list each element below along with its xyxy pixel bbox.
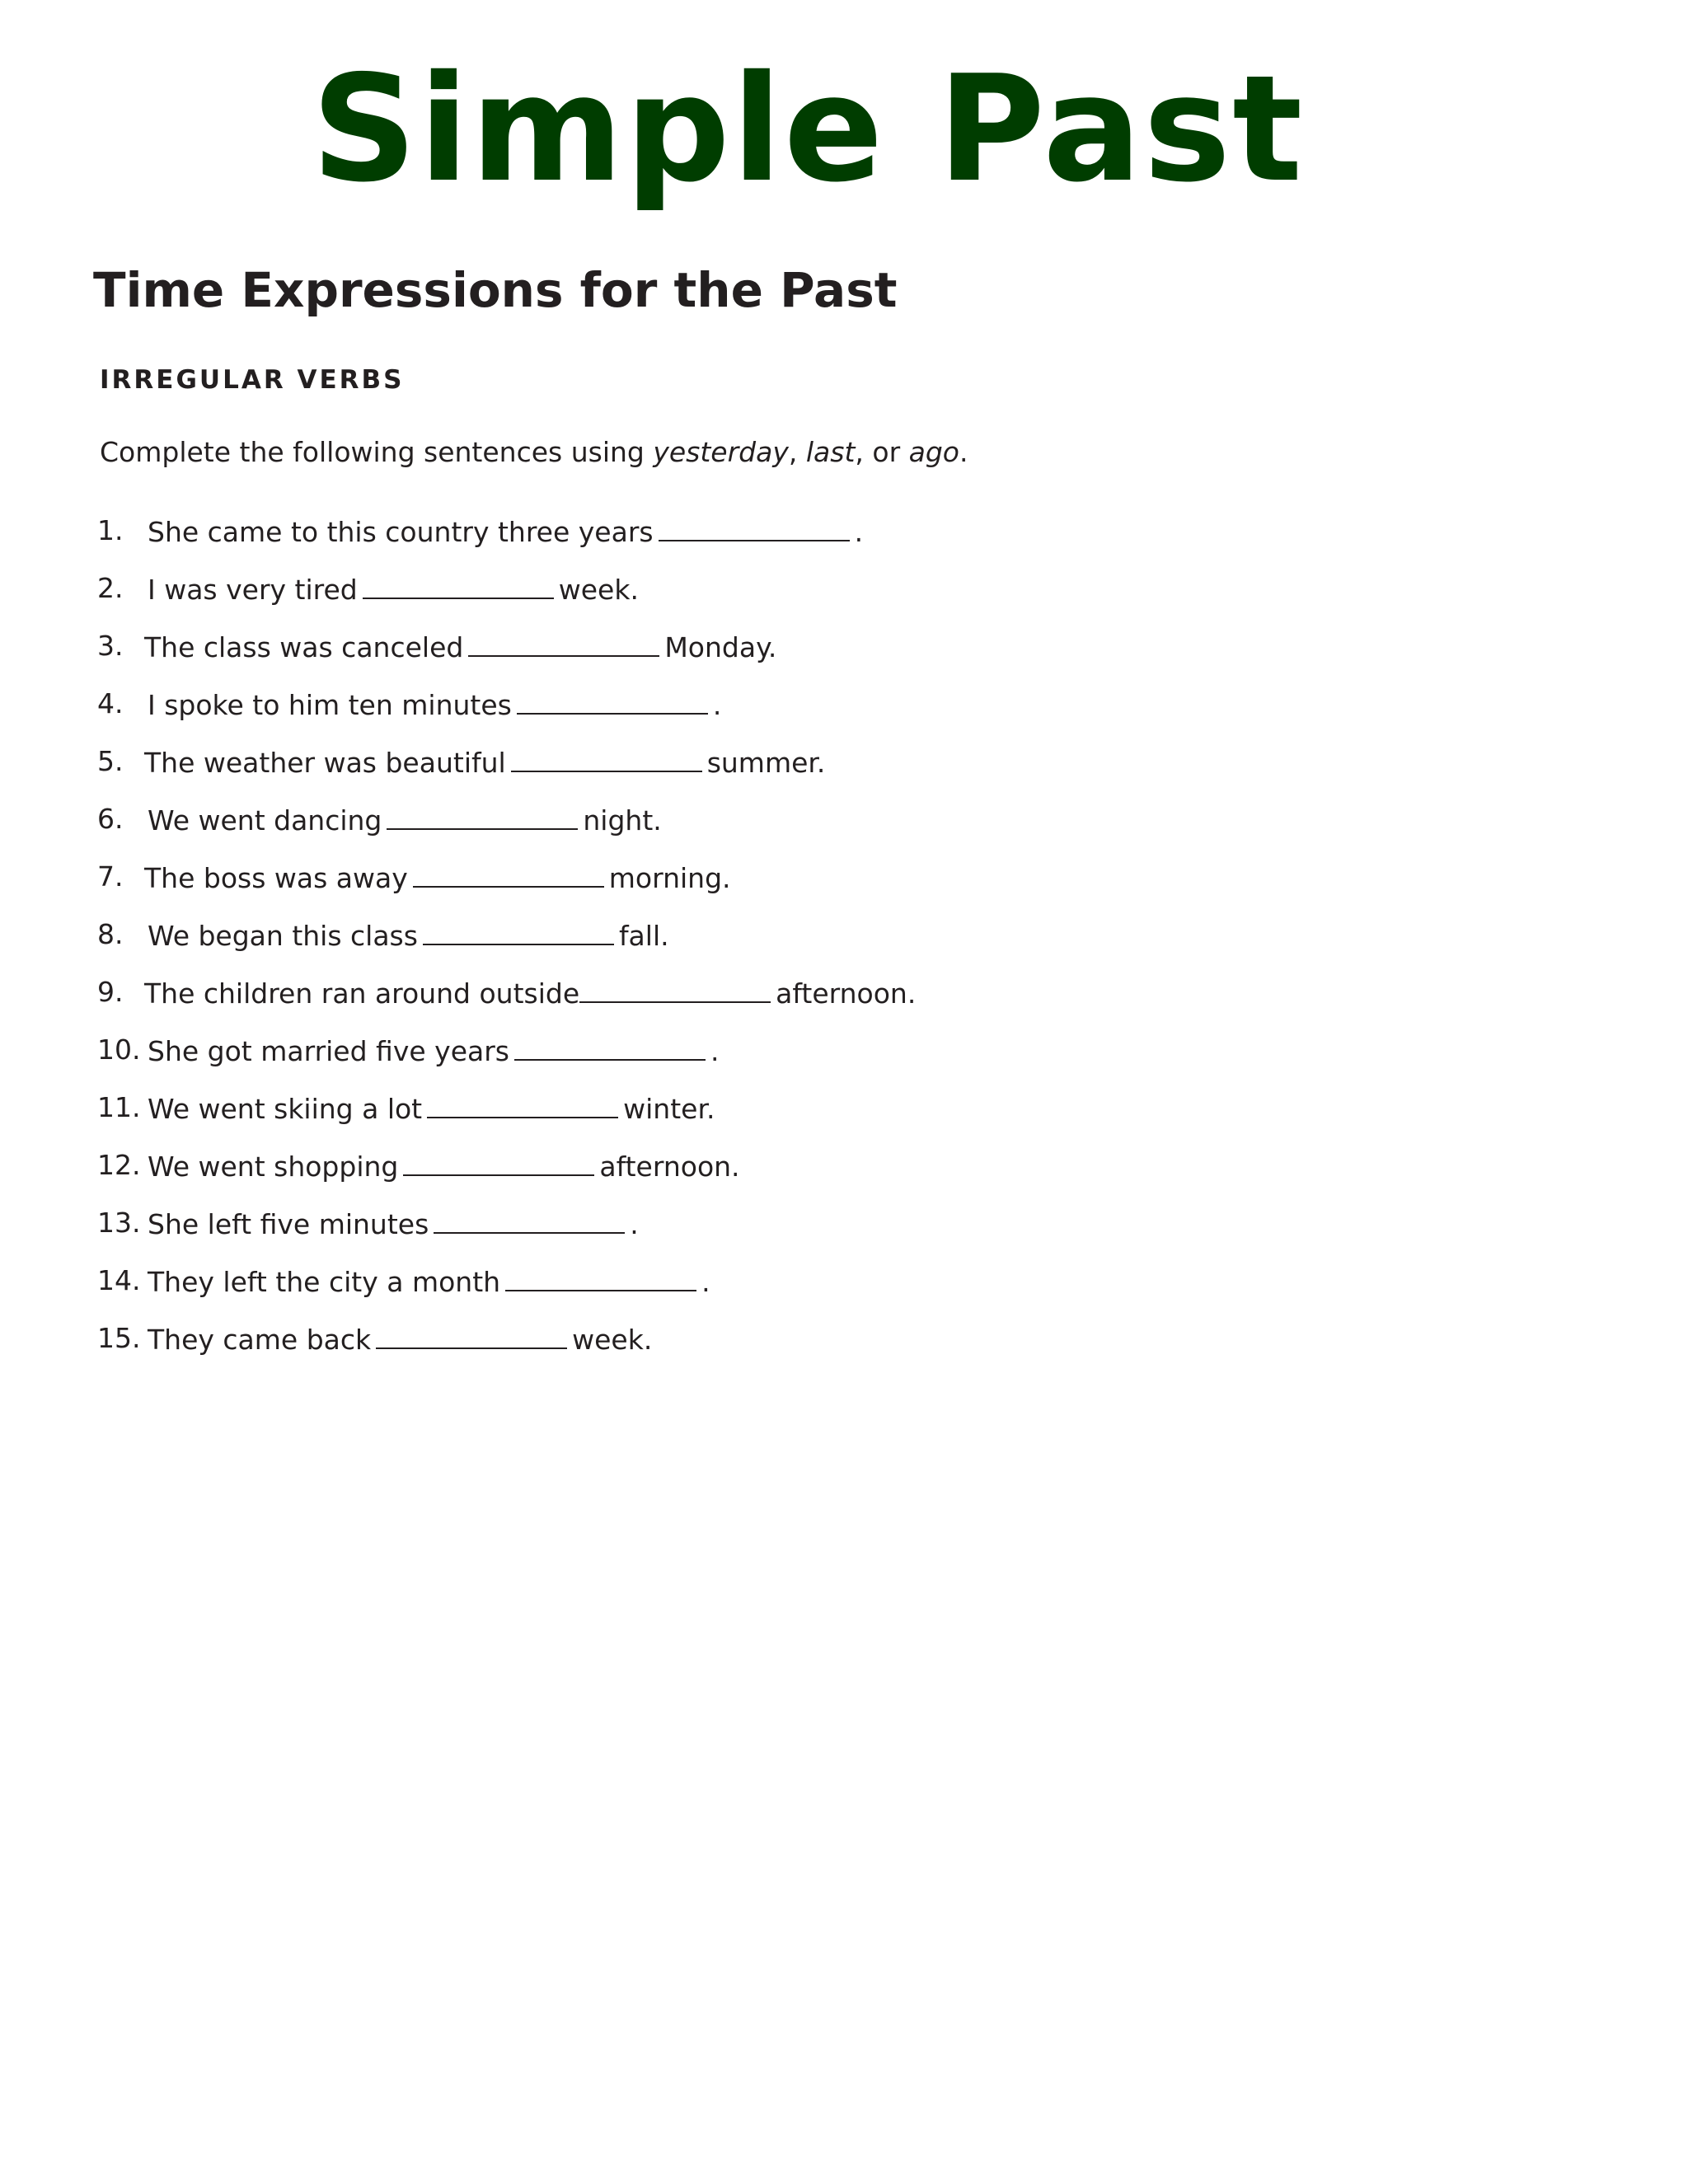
sentence-before: We went shopping: [148, 1151, 399, 1183]
item-number: 4.: [97, 687, 124, 719]
sentence-before: She got married five years: [148, 1035, 509, 1067]
item-sentence: [148, 1264, 710, 1299]
item-sentence: [148, 687, 721, 722]
item-number: 9.: [97, 976, 124, 1008]
answer-blank[interactable]: [505, 1264, 696, 1291]
sentence-before: They left the city a month: [148, 1266, 501, 1298]
answer-blank[interactable]: [423, 918, 614, 945]
item-sentence: [144, 976, 916, 1010]
item-number: 3.: [97, 630, 124, 662]
sentence-before: We went dancing: [148, 804, 382, 837]
item-number: 11.: [97, 1091, 141, 1123]
sentence-before: We went skiing a lot: [148, 1093, 423, 1125]
answer-blank[interactable]: [579, 976, 771, 1003]
item-number: 15.: [97, 1322, 141, 1354]
instructions-prefix: Complete the following sentences using: [100, 436, 654, 468]
sentence-after: .: [701, 1266, 710, 1298]
sentence-after: week.: [572, 1324, 653, 1356]
instructions-suffix: .: [959, 436, 968, 468]
answer-blank[interactable]: [413, 860, 604, 888]
sentence-before: She came to this country three years: [148, 516, 654, 548]
instructions-separator: , or: [855, 436, 909, 468]
sentence-after: week.: [558, 574, 639, 606]
item-sentence: [144, 745, 825, 780]
item-sentence: [148, 803, 662, 837]
instructions-word-last: last: [805, 436, 856, 468]
item-number: 13.: [97, 1207, 141, 1239]
sentence-after: summer.: [706, 747, 826, 779]
sentence-before: The weather was beautiful: [144, 747, 506, 779]
item-sentence: [144, 860, 731, 895]
sentence-before: She left five minutes: [148, 1208, 429, 1240]
item-sentence: [148, 1033, 719, 1068]
answer-blank[interactable]: [427, 1091, 618, 1118]
item-number: 2.: [97, 572, 124, 604]
item-number: 14.: [97, 1264, 141, 1296]
answer-blank[interactable]: [387, 803, 578, 830]
answer-blank[interactable]: [403, 1149, 594, 1176]
item-sentence: [148, 1322, 652, 1357]
instructions: [100, 438, 968, 466]
sentence-before: The children ran around outside: [144, 977, 580, 1010]
sentence-after: .: [854, 516, 864, 548]
sentence-before: The class was canceled: [144, 631, 464, 663]
page-subtitle: Time Expressions for the Past: [93, 262, 898, 318]
instructions-word-yesterday: yesterday: [653, 436, 789, 468]
page-title: Simple Past: [311, 44, 1305, 214]
item-sentence: [148, 514, 863, 549]
item-number: 7.: [97, 860, 124, 893]
sentence-after: night.: [583, 804, 662, 837]
item-sentence: [148, 1207, 639, 1241]
item-number: 1.: [97, 514, 124, 546]
item-sentence: [148, 1149, 740, 1183]
item-sentence: [148, 572, 639, 607]
instructions-separator: ,: [788, 436, 806, 468]
answer-blank[interactable]: [434, 1207, 625, 1234]
item-number: 5.: [97, 745, 124, 777]
sentence-before: I spoke to him ten minutes: [148, 689, 512, 721]
sentence-after: .: [630, 1208, 639, 1240]
sentence-after: afternoon.: [776, 977, 917, 1010]
sentence-before: The boss was away: [144, 862, 408, 894]
section-heading: IRREGULAR VERBS: [100, 365, 405, 395]
answer-blank[interactable]: [514, 1033, 706, 1061]
sentence-after: winter.: [623, 1093, 715, 1125]
sentence-after: .: [712, 689, 722, 721]
instructions-word-ago: ago: [908, 436, 959, 468]
sentence-after: fall.: [618, 920, 669, 952]
item-number: 6.: [97, 803, 124, 835]
answer-blank[interactable]: [659, 514, 850, 541]
answer-blank[interactable]: [468, 630, 659, 657]
item-sentence: [148, 1091, 715, 1126]
answer-blank[interactable]: [376, 1322, 567, 1349]
answer-blank[interactable]: [363, 572, 554, 599]
sentence-before: I was very tired: [148, 574, 358, 606]
sentence-before: They came back: [148, 1324, 372, 1356]
answer-blank[interactable]: [517, 687, 708, 715]
item-sentence: [148, 918, 669, 953]
sentence-after: morning.: [608, 862, 731, 894]
sentence-before: We began this class: [148, 920, 418, 952]
sentence-after: .: [710, 1035, 720, 1067]
item-number: 12.: [97, 1149, 141, 1181]
sentence-after: Monday.: [664, 631, 777, 663]
item-sentence: [144, 630, 776, 664]
item-number: 10.: [97, 1033, 141, 1066]
sentence-after: afternoon.: [599, 1151, 740, 1183]
item-number: 8.: [97, 918, 124, 950]
answer-blank[interactable]: [511, 745, 702, 772]
